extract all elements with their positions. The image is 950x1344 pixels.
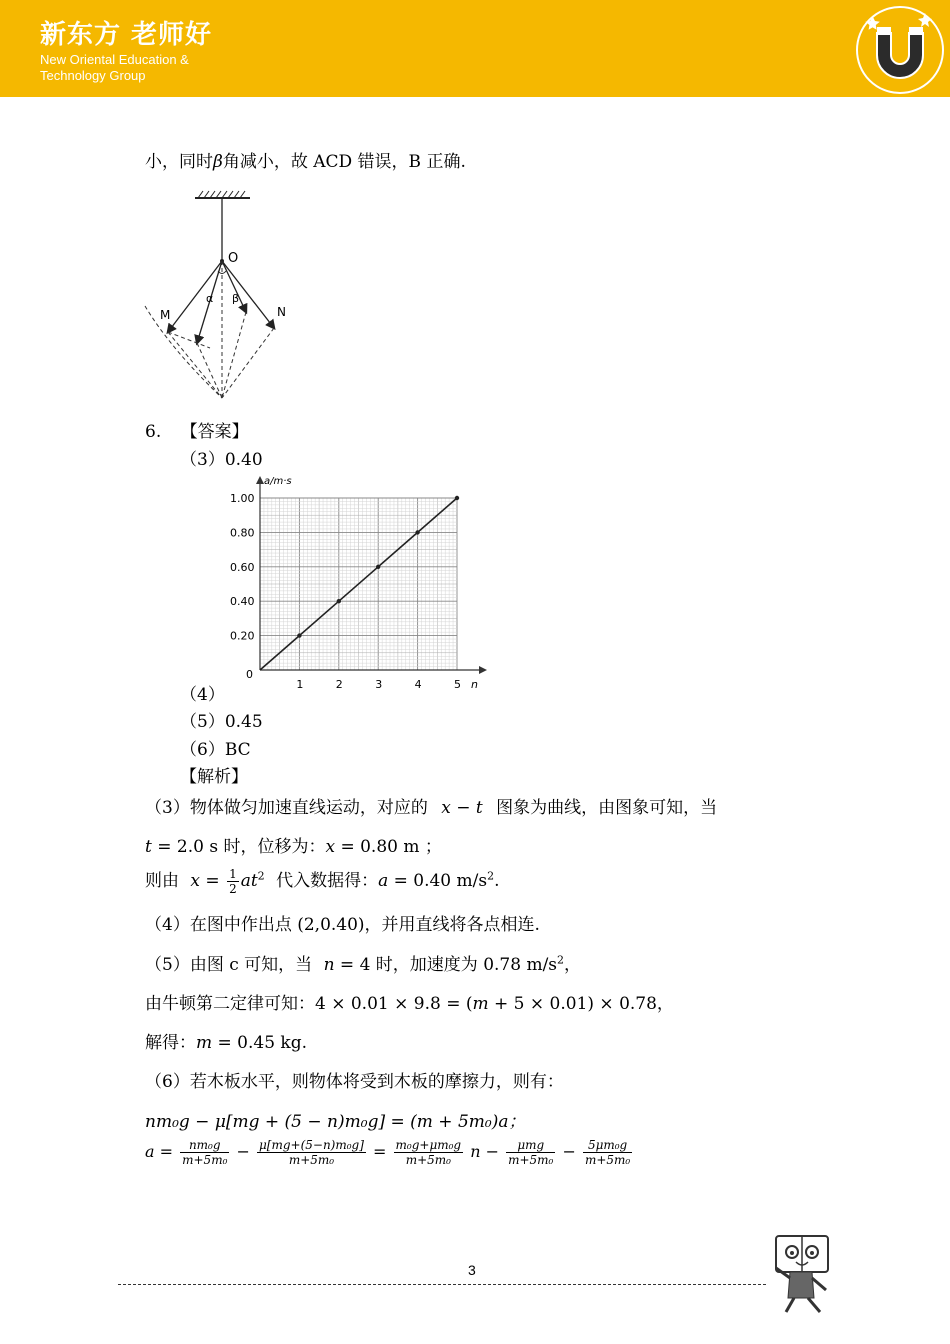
x-axis-arrow [479,666,487,674]
solution-3-line3 [145,866,500,896]
eq2-minus1: − [236,1142,250,1161]
label-N: N [277,305,286,319]
s3-l2-b: = 0.80 m ； [335,837,442,857]
y-tick-label: 0.20 [230,629,255,643]
x-tick-label: 2 [335,678,343,691]
brand-subtitle-line2: Technology Group [40,68,146,83]
s5-l3-b: = 0.45 kg. [212,1033,308,1053]
s5-c: ， [564,955,582,975]
text-line-0 [145,147,466,172]
origin-label: 0 [246,668,253,681]
solution-4: （4）在图中作出点 (2,0.40)，并用直线将各点相连. [145,915,540,935]
eq2-frac5: $\frac{\text{5μm₀g}}{\text{m+5m₀}}$ [584,1138,631,1167]
solution-5-line1 [145,950,581,975]
y-tick-label: 0.60 [230,560,255,574]
acceleration-chart [222,470,492,695]
page-number: 3 [468,1262,476,1278]
answer-6: （6）BC [180,740,251,760]
s5-sq: 2 [557,953,565,967]
solution-3-line1 [145,793,717,818]
data-point [337,599,341,603]
equation-2 [145,1138,634,1167]
equation-1: nm₀g − μ[mg + (5 − n)m₀g] = (m + 5m₀)a； [145,1112,526,1132]
eq2-minus2: − [562,1142,576,1161]
dashed-construction [145,261,274,398]
s3-l3-sq2: 2 [487,869,495,883]
mascot-icon [768,1232,834,1316]
force-M [168,261,222,332]
s3-l3-end: . [494,871,500,891]
question-header [145,417,249,442]
s3-l3-sq: 2 [257,869,265,883]
eq2-a: a = [145,1142,174,1161]
eq2-frac4: $\frac{\text{μmg}}{\text{m+5m₀}}$ [508,1138,554,1167]
s5-l3-m: m [196,1033,213,1053]
eq2-n: n − [470,1142,500,1161]
ceiling-hatch [198,191,245,198]
eq2-frac1: $\frac{\text{nm₀g}}{\text{m+5m₀}}$ [182,1138,228,1167]
y-tick-label: 0.40 [230,595,255,609]
data-point [455,496,459,500]
data-point [297,633,301,637]
solution-5-line2 [145,989,674,1014]
header-banner [0,0,950,97]
y-axis-arrow [256,476,264,484]
label-alpha: α [206,292,214,305]
s3-l3-eq: = [200,871,226,891]
label-M: M [160,308,171,322]
line0-text-b: 角减小，故 ACD 错误，B 正确. [222,152,466,172]
s5-b: = 4 时，加速度为 0.78 m/s [334,955,558,975]
s5-a: （5）由图 c 可知，当 [145,955,313,975]
s3-l3-x: x [190,871,200,891]
x-tick-label: 5 [454,678,461,691]
question-number: 6. [145,422,162,442]
s3-l2-x: x [325,837,336,857]
eq2-frac2: $\frac{\text{μ[mg+(5−n)m₀g]}}{\text{m+5m₀}}$ [258,1138,364,1167]
s3-l2-a: = 2.0 s 时，位移为： [151,837,326,857]
answer-4: （4） [180,685,225,705]
eq2-frac3: $\frac{\text{m₀g+μm₀g}}{\text{m+5m₀}}$ [395,1138,462,1167]
eq2-eq: = [373,1142,387,1161]
half-fraction: $\frac{1}{2}$ [229,867,237,896]
answer-label: 【答案】 [180,422,249,442]
s3-l3-at: at [240,871,258,891]
data-point [415,530,419,534]
y-tick-label: 0.80 [230,526,255,540]
analysis-label: 【解析】 [180,767,248,787]
y-tick-label: 1.00 [230,492,255,505]
answer-5: （5）0.45 [180,712,263,732]
x-axis-label: n [471,678,478,691]
s3-text-b: 图象为曲线，由图象可知，当 [496,798,718,818]
footer-divider [118,1284,766,1285]
x-tick-label: 1 [296,678,304,691]
magnet-logo-icon [855,5,945,95]
answer-3: （3）0.40 [180,450,263,470]
s3-l3-a-var: a [378,871,389,891]
force-N [222,261,274,328]
solution-6: （6）若木板水平，则物体将受到木板的摩擦力，则有： [145,1072,564,1092]
s5-l2-b: + 5 × 0.01) × 0.78， [488,994,674,1014]
brand-subtitle [40,52,189,84]
data-point [376,565,380,569]
solution-5-line3 [145,1028,307,1053]
line0-beta: β [213,152,223,172]
pendulum-diagram [140,188,310,403]
brand-subtitle-line1: New Oriental Education & [40,52,189,67]
label-O: O [228,251,239,266]
s3-math: x − t [441,798,483,818]
x-tick-label: 4 [414,678,422,691]
s3-l3-c: = 0.40 m/s [388,871,488,891]
y-axis-label: a/m·s [264,476,292,487]
s3-l3-b: 代入数据得： [276,871,379,891]
s5-n: n [323,955,335,975]
s3-l2-t: t [145,837,152,857]
s5-l2-m: m [472,994,489,1014]
label-beta: β [232,292,240,305]
s5-l2-a: 由牛顿第二定律可知：4 × 0.01 × 9.8 = ( [145,994,473,1014]
s3-l3-a: 则由 [145,871,179,891]
s5-l3-a: 解得： [145,1033,196,1053]
x-tick-label: 3 [375,678,383,691]
s3-text-a: （3）物体做匀加速直线运动，对应的 [145,798,428,818]
line0-text-a: 小，同时 [145,152,213,172]
solution-3-line2 [145,832,442,857]
brand-title: 新东方 老师好 [40,20,213,50]
